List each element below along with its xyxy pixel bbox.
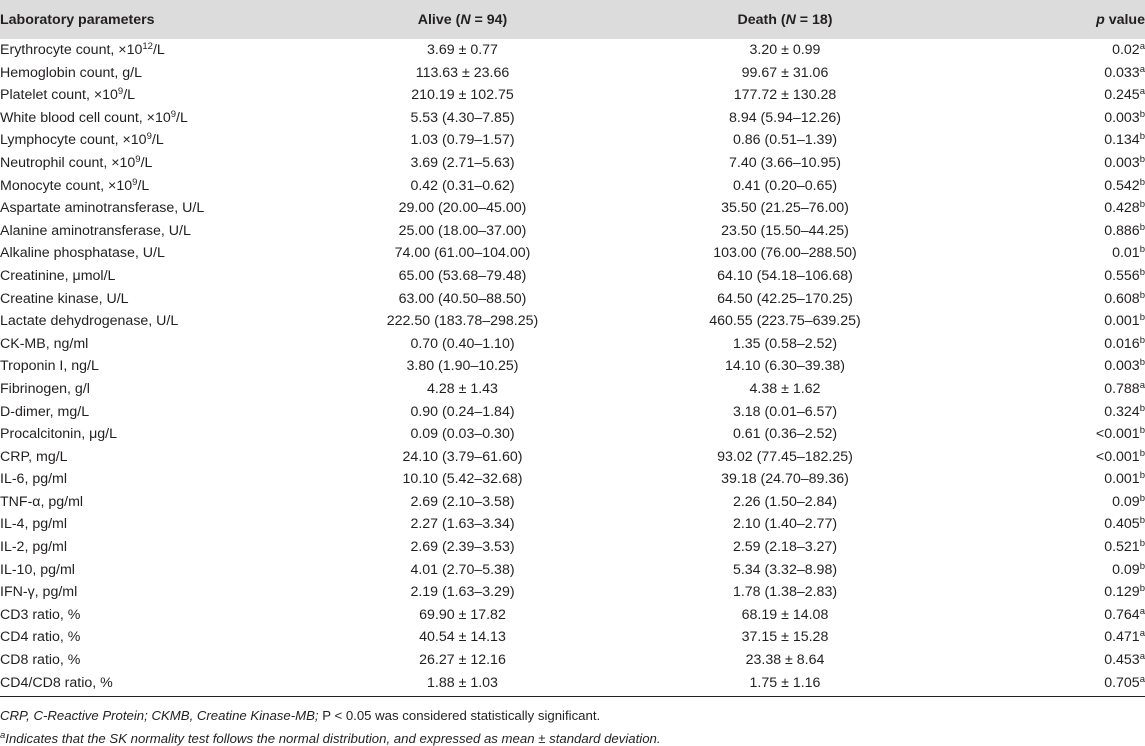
cell-p-value: 0.033$^a$	[1104, 63, 1145, 81]
cell-p-value: 0.001$^b$	[1104, 312, 1145, 330]
table-row	[0, 401, 1145, 424]
cell-parameter: Aspartate aminotransferase, U/L	[0, 200, 205, 217]
cell-death: 2.10 (1.40–2.77)	[732, 516, 838, 533]
cell-p-value: 0.016$^b$	[1104, 334, 1145, 352]
table-row	[0, 491, 1145, 514]
cell-parameter: Neutrophil count, $\times 10^9/L$	[0, 153, 153, 171]
cell-parameter: White blood cell count, $\times 10^9/L$	[0, 108, 188, 126]
cell-alive: 0.70 (0.40–1.10)	[410, 335, 515, 352]
cell-parameter: IL-2, pg/ml	[0, 539, 68, 556]
cell-parameter: Erythrocyte count, $\times 10^{12}/L$	[0, 41, 165, 58]
cell-death: 1.35 (0.58–2.52)	[732, 335, 838, 352]
table-row	[0, 62, 1145, 85]
cell-death: 1.75 ± 1.16	[749, 674, 821, 691]
cell-death: 14.10 (6.30–39.38)	[725, 358, 845, 375]
cell-alive: 210.19 ± 102.75	[411, 87, 514, 104]
cell-p-value: 0.608$^b$	[1104, 289, 1145, 307]
cell-p-value: 0.09$^b$	[1112, 560, 1145, 578]
cell-p-value: 0.788$^a$	[1104, 379, 1145, 397]
cell-parameter: CD4/CD8 ratio, %	[0, 674, 113, 691]
table-row	[0, 423, 1145, 446]
cell-alive: 0.09 (0.03–0.30)	[410, 426, 515, 443]
cell-p-value: 0.003$^b$	[1104, 108, 1145, 126]
table-row	[0, 604, 1145, 627]
cell-p-value: 0.428$^b$	[1104, 199, 1145, 217]
table-row	[0, 288, 1145, 311]
header-parameter: Laboratory parameters	[0, 11, 155, 28]
cell-p-value: 0.129$^b$	[1104, 583, 1145, 601]
cell-p-value: 0.556$^b$	[1104, 266, 1145, 284]
cell-p-value: 0.01$^b$	[1112, 244, 1145, 262]
header-death: Death (N = 18)	[737, 11, 833, 28]
cell-parameter: IL-10, pg/ml	[0, 561, 75, 578]
cell-parameter: CRP, mg/L	[0, 448, 68, 465]
cell-death: 35.50 (21.25–76.00)	[721, 200, 849, 217]
table-row	[0, 446, 1145, 469]
cell-death: 23.50 (15.50–44.25)	[721, 222, 849, 239]
table-header-row	[0, 0, 1145, 39]
cell-death: 2.59 (2.18–3.27)	[732, 539, 838, 556]
cell-death: 0.61 (0.36–2.52)	[732, 426, 838, 443]
cell-alive: 1.88 ± 1.03	[427, 674, 498, 691]
cell-death: 39.18 (24.70–89.36)	[721, 471, 849, 488]
cell-death: 0.86 (0.51–1.39)	[732, 132, 838, 149]
table-row	[0, 581, 1145, 604]
cell-alive: 3.69 (2.71–5.63)	[410, 154, 515, 171]
table-row	[0, 559, 1145, 582]
table-row	[0, 672, 1145, 695]
cell-parameter: TNF-α, pg/ml	[0, 493, 84, 510]
table-row	[0, 378, 1145, 401]
cell-alive: 74.00 (61.00–104.00)	[394, 245, 531, 262]
table-bottom-rule	[0, 696, 1145, 697]
cell-alive: 1.03 (0.79–1.57)	[410, 132, 515, 149]
cell-parameter: CK-MB, ng/ml	[0, 335, 89, 352]
table-row	[0, 310, 1145, 333]
cell-parameter: IL-4, pg/ml	[0, 516, 68, 533]
table-row	[0, 649, 1145, 672]
table-row	[0, 333, 1145, 356]
table-row	[0, 84, 1145, 107]
table-row	[0, 220, 1145, 243]
table-row	[0, 175, 1145, 198]
cell-parameter: Platelet count, $\times 10^9/L$	[0, 86, 136, 104]
cell-parameter: Troponin I, ng/L	[0, 358, 99, 375]
cell-death: 93.02 (77.45–182.25)	[717, 448, 853, 465]
footnote-a: $^a$Indicates that the SK normality test follows the normal distribution, and expressed as mean ± standard deviation.	[0, 730, 661, 746]
cell-p-value: 0.134$^b$	[1104, 131, 1145, 149]
cell-death: 7.40 (3.66–10.95)	[728, 154, 841, 171]
table-row	[0, 129, 1145, 152]
footnote-abbreviations: CRP, C-Reactive Protein; CKMB, Creatine Kinase-MB; P < 0.05 was considered statistically significant.	[0, 708, 601, 724]
cell-death: 23.38 ± 8.64	[745, 652, 825, 669]
cell-death: 4.38 ± 1.62	[749, 380, 821, 397]
cell-parameter: Lactate dehydrogenase, U/L	[0, 313, 179, 330]
cell-alive: 2.19 (1.63–3.29)	[410, 584, 515, 601]
cell-alive: 24.10 (3.79–61.60)	[402, 448, 523, 465]
cell-alive: 0.90 (0.24–1.84)	[410, 403, 515, 420]
cell-alive: 222.50 (183.78–298.25)	[386, 313, 539, 330]
cell-parameter: Procalcitonin, μg/L	[0, 426, 118, 443]
cell-alive: 113.63 ± 23.66	[415, 64, 510, 81]
cell-death: 1.78 (1.38–2.83)	[732, 584, 838, 601]
cell-death: 0.41 (0.20–0.65)	[732, 177, 838, 194]
cell-death: 64.50 (42.25–170.25)	[717, 290, 853, 307]
table-row	[0, 197, 1145, 220]
cell-death: 3.20 ± 0.99	[749, 42, 821, 58]
cell-alive: 65.00 (53.68–79.48)	[398, 267, 527, 284]
cell-death: 37.15 ± 15.28	[741, 629, 829, 646]
cell-parameter: Alanine aminotransferase, U/L	[0, 222, 191, 239]
cell-parameter: D-dimer, mg/L	[0, 403, 90, 420]
cell-alive: 4.28 ± 1.43	[427, 380, 498, 397]
cell-p-value: 0.521$^b$	[1104, 538, 1145, 556]
cell-alive: 29.00 (20.00–45.00)	[398, 200, 527, 217]
cell-alive: 5.53 (4.30–7.85)	[410, 109, 515, 126]
cell-death: 3.18 (0.01–6.57)	[732, 403, 838, 420]
table-row	[0, 107, 1145, 130]
cell-parameter: Fibrinogen, g/l	[0, 380, 90, 397]
cell-p-value: 0.003$^b$	[1104, 357, 1145, 375]
cell-parameter: IFN-γ, pg/ml	[0, 584, 78, 601]
table-row	[0, 626, 1145, 649]
cell-alive: 2.69 (2.10–3.58)	[410, 493, 515, 510]
cell-p-value: 0.405$^b$	[1104, 515, 1145, 533]
cell-p-value: 0.886$^b$	[1104, 221, 1145, 239]
header-p-value: p value	[1096, 11, 1145, 28]
cell-p-value: 0.453$^a$	[1104, 651, 1145, 669]
cell-parameter: Creatine kinase, U/L	[0, 290, 129, 307]
cell-death: 99.67 ± 31.06	[741, 64, 829, 81]
cell-p-value: 0.542$^b$	[1104, 176, 1145, 194]
table-row	[0, 536, 1145, 559]
cell-death: 68.19 ± 14.08	[741, 606, 829, 623]
cell-alive: 26.27 ± 12.16	[419, 652, 506, 669]
cell-death: 5.34 (3.32–8.98)	[732, 561, 838, 578]
cell-parameter: Lymphocyte count, $\times 10^9/L$	[0, 131, 164, 149]
cell-p-value: 0.471$^a$	[1104, 628, 1145, 646]
cell-alive: 2.69 (2.39–3.53)	[410, 539, 515, 556]
cell-alive: 0.42 (0.31–0.62)	[410, 177, 515, 194]
cell-parameter: CD8 ratio, %	[0, 652, 81, 669]
table-row	[0, 265, 1145, 288]
cell-p-value: 0.003$^b$	[1104, 153, 1145, 171]
cell-alive: 63.00 (40.50–88.50)	[398, 290, 527, 307]
cell-p-value: <0.001$^b$	[1095, 425, 1145, 443]
cell-alive: 3.80 (1.90–10.25)	[406, 358, 519, 375]
header-alive: Alive (N = 94)	[417, 11, 508, 28]
cell-parameter: Creatinine, μmol/L	[0, 267, 116, 284]
cell-p-value: 0.245$^a$	[1104, 86, 1145, 104]
cell-parameter: Alkaline phosphatase, U/L	[0, 245, 165, 262]
cell-death: 8.94 (5.94–12.26)	[728, 109, 841, 126]
table-row	[0, 39, 1145, 62]
table-body	[0, 39, 1145, 694]
cell-parameter: IL-6, pg/ml	[0, 471, 68, 488]
cell-death: 2.26 (1.50–2.84)	[732, 493, 838, 510]
cell-alive: 4.01 (2.70–5.38)	[410, 561, 515, 578]
cell-parameter: Monocyte count, $\times 10^9/L$	[0, 176, 150, 194]
cell-p-value: 0.764$^a$	[1104, 605, 1145, 623]
cell-alive: 69.90 ± 17.82	[419, 606, 506, 623]
table-row	[0, 355, 1145, 378]
cell-parameter: CD3 ratio, %	[0, 606, 81, 623]
table-row	[0, 468, 1145, 491]
cell-p-value: 0.324$^b$	[1104, 402, 1145, 420]
cell-death: 103.00 (76.00–288.50)	[713, 245, 857, 262]
cell-p-value: 0.02$^a$	[1112, 41, 1145, 58]
cell-alive: 3.69 ± 0.77	[427, 42, 498, 58]
cell-p-value: 0.001$^b$	[1104, 470, 1145, 488]
cell-p-value: 0.705$^a$	[1104, 673, 1145, 691]
table-row	[0, 152, 1145, 175]
cell-death: 460.55 (223.75–639.25)	[709, 313, 861, 330]
cell-p-value: 0.09$^b$	[1112, 492, 1145, 510]
cell-death: 177.72 ± 130.28	[733, 87, 837, 104]
table-row	[0, 513, 1145, 536]
cell-p-value: <0.001$^b$	[1095, 447, 1145, 465]
cell-alive: 40.54 ± 14.13	[419, 629, 506, 646]
cell-alive: 10.10 (5.42–32.68)	[402, 471, 523, 488]
table-row	[0, 242, 1145, 265]
cell-alive: 2.27 (1.63–3.34)	[410, 516, 515, 533]
cell-alive: 25.00 (18.00–37.00)	[398, 222, 527, 239]
cell-parameter: Hemoglobin count, g/L	[0, 64, 142, 81]
cell-death: 64.10 (54.18–106.68)	[717, 267, 853, 284]
cell-parameter: CD4 ratio, %	[0, 629, 81, 646]
